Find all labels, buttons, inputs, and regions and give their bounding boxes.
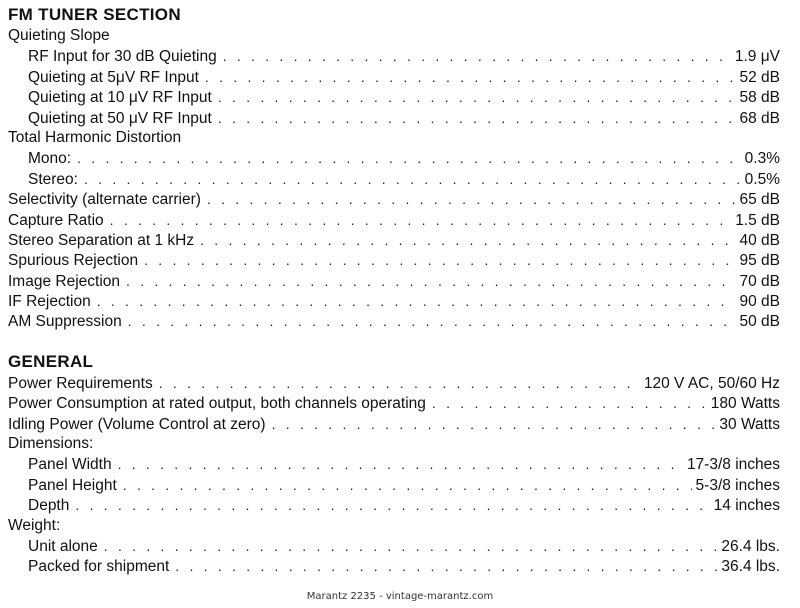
spec-label: AM Suppression: [8, 313, 122, 331]
spec-label: Selectivity (alternate carrier): [8, 191, 201, 209]
spec-value: 0.5%: [744, 170, 780, 188]
dot-leader: [118, 454, 683, 474]
spec-row-depth: [8, 495, 780, 515]
spec-row-thd-stereo: [8, 169, 780, 189]
spec-row-packed-for-shipment: [8, 556, 780, 576]
spec-label: Unit alone: [28, 537, 98, 555]
spec-row-unit-alone: [8, 536, 780, 556]
spec-label: Power Consumption at rated output, both channels operating: [8, 395, 426, 413]
spec-row-if-rejection: [8, 291, 780, 311]
spec-value: 1.5 dB: [735, 211, 780, 229]
spec-value: 30 Watts: [719, 415, 780, 433]
spec-label: Stereo:: [28, 170, 78, 188]
spec-label: Image Rejection: [8, 272, 121, 290]
spec-row-quieting-10uv: [8, 87, 780, 107]
spec-row-am-suppression: [8, 311, 780, 331]
dot-leader: [205, 67, 736, 87]
fm-tuner-heading: FM TUNER SECTION: [8, 5, 181, 24]
general-heading: GENERAL: [8, 351, 94, 371]
dot-leader: [110, 210, 732, 230]
dot-leader: [218, 108, 736, 128]
dot-leader: [207, 189, 736, 209]
spec-label: Packed for shipment: [28, 558, 170, 576]
spec-row-rf-input-30db: [8, 46, 780, 66]
spec-label: Quieting at 50 μV RF Input: [28, 109, 212, 127]
spec-row-capture-ratio: [8, 210, 780, 230]
spec-sheet: [8, 4, 780, 577]
spec-label: IF Rejection: [8, 293, 91, 311]
spec-value: 36.4 lbs.: [721, 558, 780, 576]
spec-label: Capture Ratio: [8, 211, 104, 229]
spec-row-power-requirements: [8, 373, 780, 393]
spec-label: Panel Width: [28, 456, 112, 474]
spec-label: Panel Height: [28, 476, 117, 494]
spec-value: 90 dB: [739, 293, 780, 311]
dot-leader: [123, 475, 692, 495]
dot-leader: [97, 291, 736, 311]
dot-leader: [144, 250, 735, 270]
dot-leader: [200, 230, 735, 250]
spec-row-stereo-separation: [8, 230, 780, 250]
weight-label: Weight:: [8, 516, 61, 534]
spec-label: Power Requirements: [8, 374, 153, 392]
quieting-slope-label: Quieting Slope: [8, 27, 110, 44]
spec-value: 1.9 μV: [734, 48, 780, 66]
dot-leader: [272, 414, 716, 434]
spec-value: 26.4 lbs.: [721, 537, 780, 555]
spec-row-thd-mono: [8, 148, 780, 168]
spec-value: 70 dB: [739, 272, 780, 290]
dot-leader: [77, 148, 741, 168]
dot-leader: [104, 536, 718, 556]
thd-label: Total Harmonic Distortion: [8, 128, 182, 146]
dot-leader: [223, 46, 731, 66]
spec-value: 0.3%: [744, 150, 780, 168]
spec-value: 180 Watts: [710, 395, 780, 413]
dot-leader: [128, 311, 736, 331]
spec-row-panel-height: [8, 475, 780, 495]
spec-row-quieting-5uv: [8, 67, 780, 87]
spec-value: 14 inches: [713, 497, 780, 515]
spec-row-panel-width: [8, 454, 780, 474]
dot-leader: [159, 373, 640, 393]
dot-leader: [175, 556, 717, 576]
dot-leader: [218, 87, 736, 107]
spec-value: 95 dB: [739, 252, 780, 270]
spec-value: 5-3/8 inches: [695, 476, 780, 494]
spec-value: 17-3/8 inches: [686, 456, 780, 474]
source-footer: Marantz 2235 - vintage-marantz.com: [306, 591, 494, 602]
dot-leader: [75, 495, 709, 515]
dot-leader: [84, 169, 741, 189]
spec-label: Mono:: [28, 150, 72, 168]
spec-label: Spurious Rejection: [8, 252, 139, 270]
spec-row-image-rejection: [8, 271, 780, 291]
spec-label: Depth: [28, 497, 70, 515]
spec-label: Quieting at 5μV RF Input: [28, 68, 199, 86]
spec-value: 68 dB: [739, 109, 780, 127]
spec-row-quieting-50uv: [8, 108, 780, 128]
spec-label: Quieting at 10 μV RF Input: [28, 89, 212, 107]
spec-value: 58 dB: [739, 89, 780, 107]
spec-row-selectivity: [8, 189, 780, 209]
spec-label: RF Input for 30 dB Quieting: [28, 48, 217, 66]
dot-leader: [432, 393, 707, 413]
spec-value: 52 dB: [739, 68, 780, 86]
spec-value: 50 dB: [739, 313, 780, 331]
spec-label: Idling Power (Volume Control at zero): [8, 415, 266, 433]
spec-row-power-consumption: [8, 393, 780, 413]
dot-leader: [126, 271, 735, 291]
spec-row-spurious-rejection: [8, 250, 780, 270]
dimensions-label: Dimensions:: [8, 435, 94, 453]
spec-value: 65 dB: [739, 191, 780, 209]
spec-value: 40 dB: [739, 231, 780, 249]
spec-row-idling-power: [8, 414, 780, 434]
spec-value: 120 V AC, 50/60 Hz: [643, 374, 780, 392]
spec-label: Stereo Separation at 1 kHz: [8, 231, 195, 249]
